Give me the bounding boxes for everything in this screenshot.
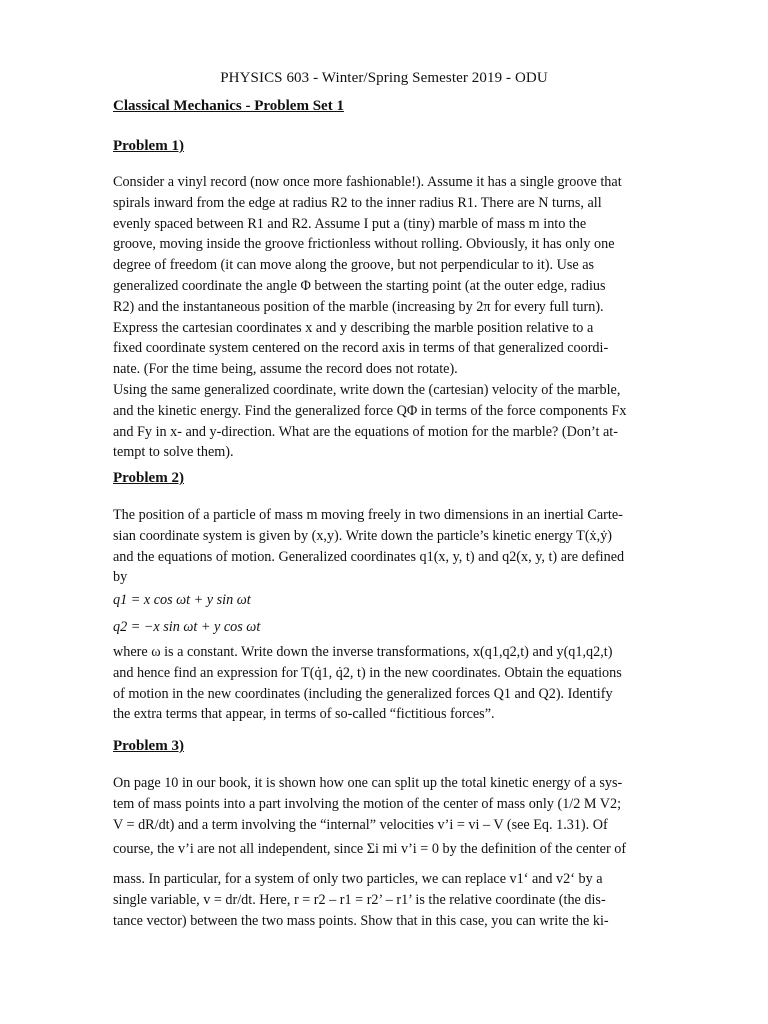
problem-2-heading: Problem 2) [113, 470, 184, 486]
problem-set-title: Classical Mechanics - Problem Set 1 [113, 98, 344, 114]
problem-3-line: course, the v’i are not all independent, since Σi mi v’i = 0 by the definition of the center of [113, 841, 627, 858]
problem-1-line: nate. (For the time being, assume the record does not rotate). [113, 361, 458, 378]
problem-2-line: and hence find an expression for T(q̇1, q̇2, t) in the new coordinates. Obtain the equations [113, 664, 622, 681]
problem-2-text [113, 505, 658, 588]
problem-1-line: R2) and the instantaneous position of the marble (increasing by 2π for every full turn). [113, 298, 604, 315]
problem-2-line: sian coordinate system is given by (x,y). Write down the particle’s kinetic energy T(ẋ,ẏ) [113, 527, 613, 544]
problem-1-line: Consider a vinyl record (now once more fashionable!). Assume it has a single groove that [113, 174, 622, 190]
problem-1-line: evenly spaced between R1 and R2. Assume I put a (tiny) marble of mass m into the [113, 215, 587, 232]
problem-3-text [113, 773, 658, 932]
problem-3-line: single variable, v = dr/dt. Here, r = r2 – r1 = r2’ – r1’ is the relative coordinate (the dis- [113, 892, 606, 909]
problem-2-line: where ω is a constant. Write down the inverse transformations, x(q1,q2,t) and y(q1,q2,t) [113, 644, 613, 660]
problem-1-line: generalized coordinate the angle Φ between the starting point (at the outer edge, radius [113, 277, 606, 294]
problem-1-line: groove, moving inside the groove frictionless without rolling. Obviously, it has only one [113, 236, 615, 253]
problem-1-line: tempt to solve them). [113, 444, 234, 461]
problem-2-line: the extra terms that appear, in terms of so-called “fictitious forces”. [113, 706, 495, 723]
problem-2-text-after [113, 642, 658, 725]
problem-1-line: spirals inward from the edge at radius R2 to the inner radius R1. There are N turns, all [113, 194, 602, 211]
equation-q2: q2 = −x sin ωt + y cos ωt [113, 619, 261, 635]
problem-3-line: On page 10 in our book, it is shown how one can split up the total kinetic energy of a sys- [113, 775, 623, 791]
problem-1-line: and the kinetic energy. Find the generalized force QΦ in terms of the force components Fx [113, 402, 627, 419]
course-header: PHYSICS 603 - Winter/Spring Semester 2019 - ODU [220, 70, 548, 86]
problem-1-text [113, 172, 658, 463]
problem-3-line: V = dR/dt) and a term involving the “internal” velocities v’i = vi – V (see Eq. 1.31). Of [113, 816, 608, 833]
problem-3-line: tem of mass points into a part involving the motion of the center of mass only (1/2 M V2; [113, 795, 622, 812]
problem-2-line: and the equations of motion. Generalized coordinates q1(x, y, t) and q2(x, y, t) are defined [113, 548, 625, 565]
problem-1-line: degree of freedom (it can move along the groove, but not perpendicular to it). Use as [113, 257, 595, 274]
problem-2-line: The position of a particle of mass m moving freely in two dimensions in an inertial Carte- [113, 507, 623, 523]
problem-1-line: fixed coordinate system centered on the record axis in terms of that generalized coordi- [113, 340, 609, 357]
problem-2-line: by [113, 569, 128, 586]
problem-3-line: mass. In particular, for a system of only two particles, we can replace v1‘ and v2‘ by a [113, 871, 603, 888]
problem-1-heading: Problem 1) [113, 138, 184, 154]
problem-3-heading: Problem 3) [113, 738, 184, 754]
problem-1-line: and Fy in x- and y-direction. What are the equations of motion for the marble? (Don’t at- [113, 423, 618, 440]
problem-2-line: of motion in the new coordinates (including the generalized forces Q1 and Q2). Identify [113, 685, 613, 702]
problem-1-line: Express the cartesian coordinates x and y describing the marble position relative to a [113, 319, 594, 336]
problem-3-line: tance vector) between the two mass points. Show that in this case, you can write the ki- [113, 912, 609, 929]
problem-1-line: Using the same generalized coordinate, write down the (cartesian) velocity of the marble, [113, 381, 621, 398]
equation-q1: q1 = x cos ωt + y sin ωt [113, 592, 251, 608]
